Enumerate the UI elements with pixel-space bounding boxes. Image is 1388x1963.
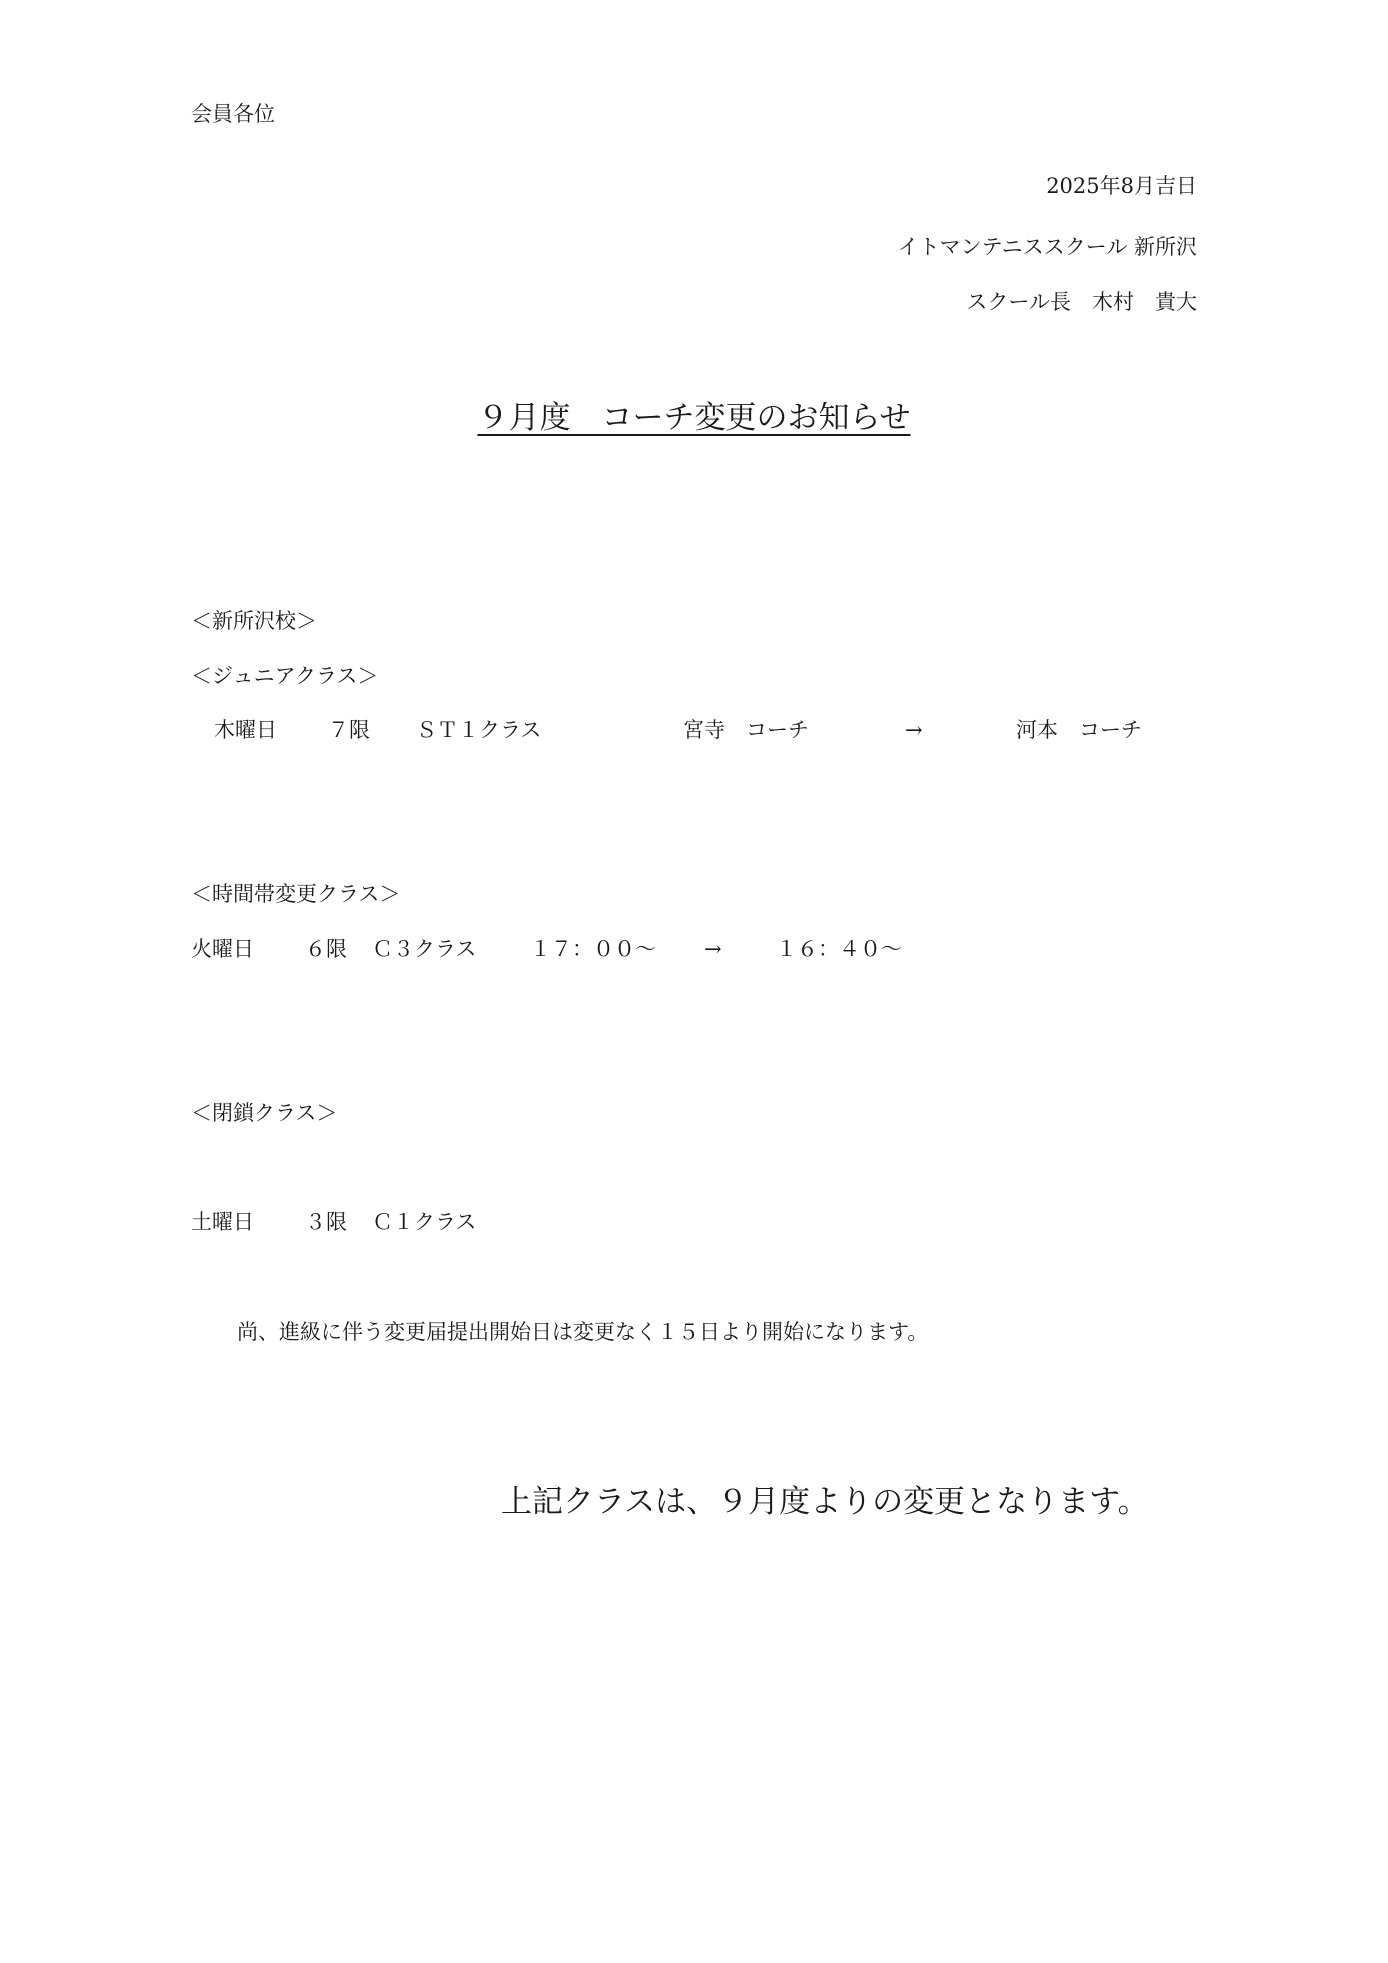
section-junior-heading: ＜ジュニアクラス＞ [191, 664, 379, 688]
junior-period: ７限 [328, 718, 370, 742]
junior-class: ＳＴ１クラス [416, 718, 542, 742]
time-change-class: Ｃ３クラス [372, 937, 477, 961]
junior-arrow: → [905, 718, 923, 742]
time-change-day: 火曜日 [191, 937, 254, 961]
section-school: ＜新所沢校＞ [191, 609, 317, 633]
time-change-from: １７：００～ [530, 937, 656, 961]
time-change-period: ６限 [305, 937, 347, 961]
junior-day: 木曜日 [214, 718, 277, 742]
closed-day: 土曜日 [191, 1210, 254, 1234]
time-change-arrow: → [704, 937, 722, 961]
closed-period: ３限 [305, 1210, 347, 1234]
issue-date: 2025年8月吉日 [1046, 174, 1197, 198]
time-change-to: １６：４０～ [776, 937, 902, 961]
junior-to-coach: 河本 コーチ [1016, 718, 1142, 742]
addressee: 会員各位 [191, 102, 275, 126]
sender-organization: イトマンテニススクール 新所沢 [897, 235, 1197, 259]
closed-class: Ｃ１クラス [372, 1210, 477, 1234]
document-title: ９月度 コーチ変更のお知らせ [477, 400, 911, 436]
closing-statement: 上記クラスは、９月度よりの変更となります。 [501, 1484, 1149, 1520]
sender-person: スクール長 木村 貴大 [966, 290, 1197, 314]
section-closed-heading: ＜閉鎖クラス＞ [191, 1101, 338, 1125]
note-text: 尚、進級に伴う変更届提出開始日は変更なく１５日より開始になります。 [237, 1320, 929, 1344]
junior-from-coach: 宮寺 コーチ [683, 718, 809, 742]
section-time-change-heading: ＜時間帯変更クラス＞ [191, 882, 401, 906]
